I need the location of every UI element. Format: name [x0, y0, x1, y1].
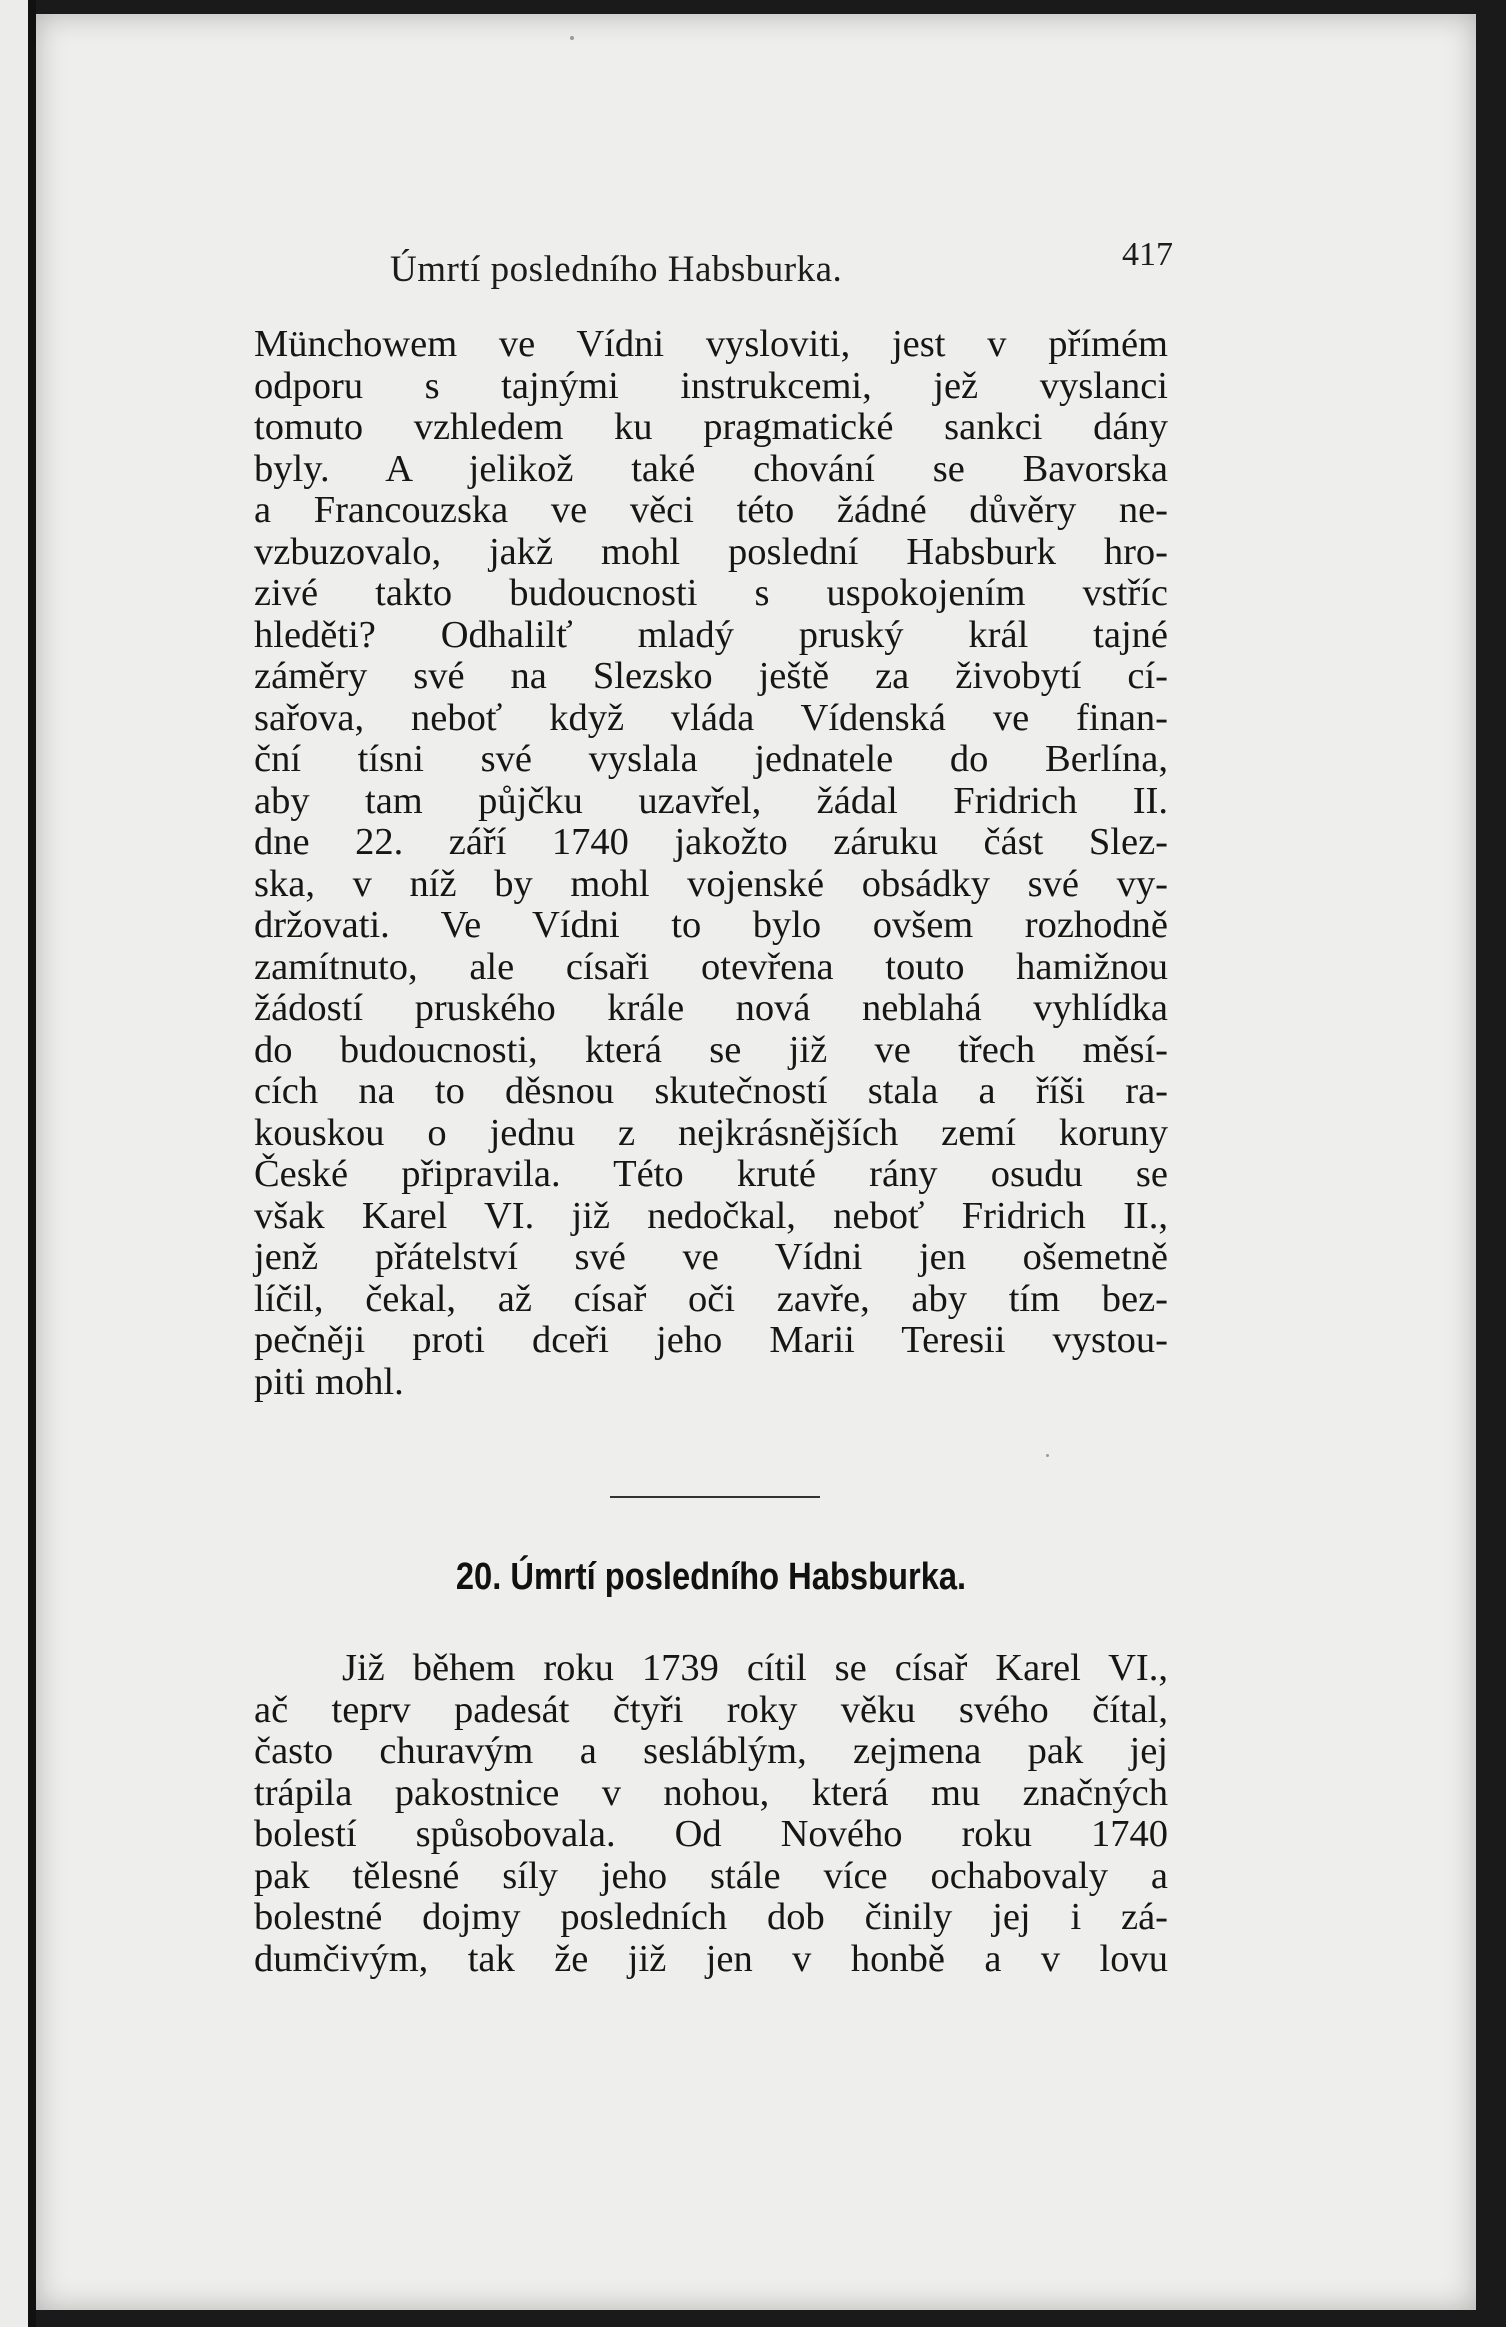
text-line: žádostí pruského krále nová neblahá vyhlídka: [254, 987, 1168, 1029]
page-number: 417: [1122, 236, 1173, 273]
text-line: vzbuzovalo, jakž mohl poslední Habsburk hro-: [254, 530, 1168, 573]
text-line: držovati. Ve Vídni to bylo ovšem rozhodně: [254, 904, 1168, 946]
text-line: ční tísni své vyslala jednatele do Berlína,: [254, 738, 1168, 780]
text-line: ska, v níž by mohl vojenské obsádky své vy-: [254, 862, 1168, 905]
text-line: sařova, neboť když vláda Vídenská ve finan-: [254, 696, 1168, 739]
text-line: aby tam půjčku uzavřel, žádal Fridrich II.: [254, 779, 1168, 822]
text-line: záměry své na Slezsko ještě za živobytí cí-: [254, 655, 1168, 697]
text-line: odporu s tajnými instrukcemi, jež vyslanci: [254, 364, 1168, 407]
text-line: bolestí spůsobovala. Od Nového roku 1740: [254, 1813, 1168, 1855]
text-line: Již během roku 1739 cítil se císař Karel VI.,: [342, 1647, 1168, 1689]
text-line: a Francouzska ve věci této žádné důvěry ne-: [254, 489, 1168, 531]
text-line: dumčivým, tak že již jen v honbě a v lovu: [254, 1937, 1168, 1980]
text-line: hleděti? Odhalilť mladý pruský král tajné: [254, 613, 1168, 656]
section-divider: [610, 1496, 820, 1498]
text-line: ač teprv padesát čtyři roky věku svého čítal,: [254, 1688, 1168, 1731]
text-line: byly. A jelikož také chování se Bavorska: [254, 447, 1168, 490]
text-line: bolestné dojmy posledních dob činily jej i zá-: [254, 1896, 1168, 1938]
adjacent-page-edge: [0, 0, 36, 2327]
text-line: trápila pakostnice v nohou, která mu značných: [254, 1771, 1168, 1814]
text-line: tomuto vzhledem ku pragmatické sankci dány: [254, 406, 1168, 448]
text-line: do budoucnosti, která se již ve třech měsí-: [254, 1028, 1168, 1071]
text-line: zamítnuto, ale císaři otevřena touto hamižnou: [254, 945, 1168, 988]
paper-speck: [570, 36, 574, 40]
text-line: kouskou o jednu z nejkrásnějších zemí koruny: [254, 1111, 1168, 1154]
text-line: pak tělesné síly jeho stále více ochabovaly a: [254, 1854, 1168, 1897]
text-line: České připravila. Této kruté rány osudu se: [254, 1153, 1168, 1195]
text-line: často churavým a sesláblým, zejmena pak jej: [254, 1730, 1168, 1772]
text-line: líčil, čekal, až císař oči zavře, aby tím bez-: [254, 1277, 1168, 1320]
text-line: pečněji proti dceři jeho Marii Teresii vystou-: [254, 1319, 1168, 1361]
paragraph-section-20: [254, 1648, 1168, 1980]
text-line: cích na to děsnou skutečností stala a říši ra-: [254, 1070, 1168, 1112]
paper-speck: [1046, 1454, 1049, 1457]
text-line: piti mohl.: [254, 1360, 404, 1403]
paragraph-continued: [254, 324, 1168, 1403]
text-line: však Karel VI. již nedočkal, neboť Fridrich II.,: [254, 1194, 1168, 1237]
running-head: Úmrtí posledního Habsburka.: [390, 249, 843, 290]
text-line: dne 22. září 1740 jakožto záruku část Slez-: [254, 821, 1168, 863]
text-line: Münchowem ve Vídni vysloviti, jest v přímém: [254, 323, 1168, 365]
text-line: zivé takto budoucnosti s uspokojením vstříc: [254, 572, 1168, 614]
section-heading: 20. Úmrtí posledního Habsburka.: [455, 1556, 967, 1598]
text-line: jenž přátelství své ve Vídni jen ošemetně: [254, 1236, 1168, 1278]
